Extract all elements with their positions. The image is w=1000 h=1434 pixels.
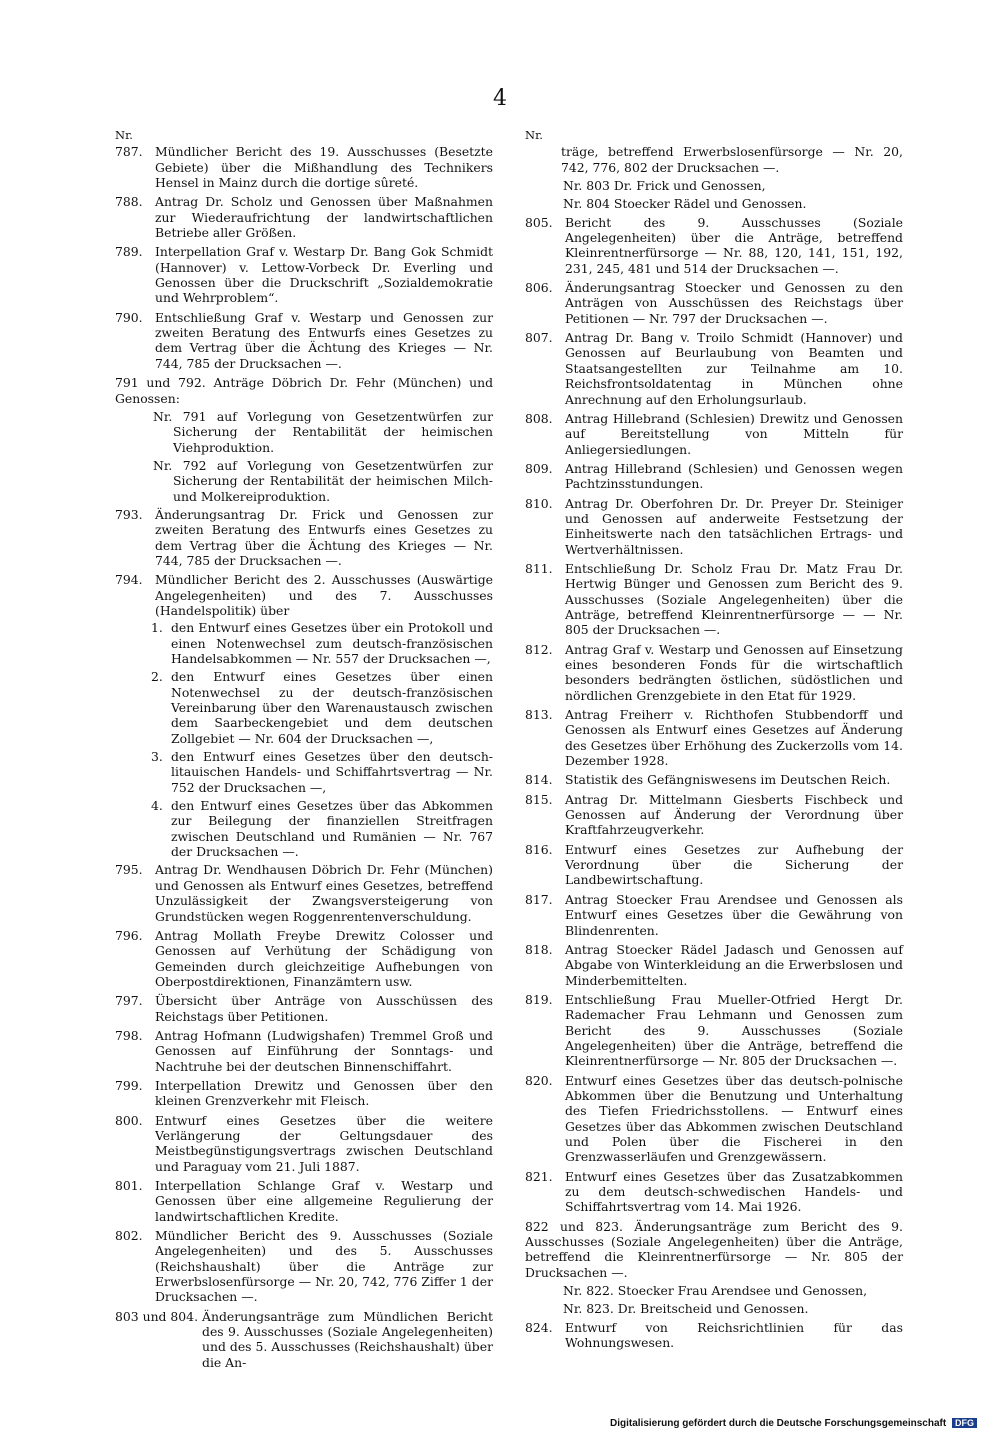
- entry-text: Entwurf eines Gesetzes über das Zusatzabkommen zu dem deutsch-schwedischen Handels- und Schiffahrtsvertrag vom 14. Mai 1926.: [565, 1168, 903, 1215]
- entry-794-item: [151, 620, 493, 666]
- entry-text: Antrag Graf v. Westarp und Genossen auf Einsetzung eines besonderen Fonds für die wirtschaftlich besonders bedrängten östlichen, südöstlichen und nördlichen Grenzgebiete in den Etat für 1929.: [565, 641, 903, 703]
- entry-794: [115, 572, 493, 618]
- entry-804-sub: Nr. 804 Stoecker Rädel und Genossen.: [563, 196, 807, 212]
- entry-819: [525, 992, 903, 1069]
- entry-number: 821.: [525, 1168, 553, 1184]
- entry-803-804: [115, 1309, 493, 1370]
- entry-number: 807.: [525, 330, 553, 346]
- dfg-logo: DFG: [952, 1418, 977, 1428]
- entry-number: 806.: [525, 280, 553, 296]
- entry-text: Antrag Hillebrand (Schlesien) Drewitz und Genossen auf Bereitstellung von Mitteln für Anliegersiedlungen.: [565, 410, 903, 457]
- entry-number: 812.: [525, 641, 553, 657]
- entry-number: 820.: [525, 1072, 553, 1088]
- entry-text: Antrag Dr. Oberfohren Dr. Dr. Preyer Dr. Steiniger und Genossen auf anderweite Festsetzung der Einheitswerte nach den tatsächlichen Ertrags- und Wertverhältnissen.: [565, 495, 903, 557]
- entry-788: [115, 194, 493, 240]
- entry-number: 824.: [525, 1319, 553, 1335]
- entry-817: [525, 892, 903, 938]
- page-number: 4: [493, 86, 507, 111]
- entry-text: Antrag Dr. Wendhausen Döbrich Dr. Fehr (München) und Genossen als Entwurf eines Gesetzes, betreffend Unzulässigkeit der Zwangsversteigerung von Grundstücken wegen Roggenrentenverschuldung.: [155, 862, 493, 924]
- entry-number: 797.: [115, 993, 143, 1009]
- entry-808: [525, 411, 903, 457]
- item-number: 3.: [151, 749, 163, 765]
- entry-text: Änderungsantrag Stoecker und Genossen zu den Anträgen von Ausschüssen des Reichstags über Petitionen — Nr. 797 der Drucksachen —.: [565, 280, 903, 326]
- entry-822-823-head: 822 und 823. Änderungsanträge zum Bericht des 9. Ausschusses (Soziale Angelegenheiten) über die Anträge, betreffend die Kleinrentnerfürsorge — Nr. 805 der Drucksachen —.: [525, 1218, 903, 1280]
- entry-text: Antrag Hofmann (Ludwigshafen) Tremmel Groß und Genossen auf Einführung der Sonntags- und Nachtruhe bei der deutschen Binnenschiffahrt.: [155, 1027, 493, 1074]
- entry-number: 788.: [115, 194, 143, 210]
- entry-text: Änderungsanträge zum Mündlichen Bericht des 9. Ausschusses (Soziale Angelegenheiten) und des 5. Ausschusses (Reichshaushalt) über die An-: [202, 1308, 493, 1370]
- entry-792-sub: Nr. 792 auf Vorlegung von Gesetzentwürfen zur Sicherung der Rentabilität der heimischen Milch- und Molkereiproduktion.: [153, 457, 493, 504]
- entry-821: [525, 1169, 903, 1215]
- entry-text: Bericht des 9. Ausschusses (Soziale Angelegenheiten) über die Anträge, betreffend Kleinrentnerfürsorge — Nr. 88, 120, 141, 151, 192, 231, 245, 481 und 514 der Drucksachen —.: [565, 214, 903, 276]
- entry-text: Mündlicher Bericht des 9. Ausschusses (Soziale Angelegenheiten) und des 5. Ausschusses (Reichshaushalt) über die Anträge zur Erwerbslosenfürsorge — Nr. 20, 742, 776 Ziffer 1 der Drucksachen —.: [155, 1228, 493, 1305]
- entry-790: [115, 310, 493, 371]
- entry-text: Übersicht über Anträge von Ausschüssen des Reichstags über Petitionen.: [155, 993, 493, 1024]
- entry-number: 810.: [525, 495, 553, 511]
- entry-823-sub: Nr. 823. Dr. Breitscheid und Genossen.: [563, 1301, 809, 1317]
- entry-797: [115, 993, 493, 1024]
- entry-number: 787.: [115, 144, 143, 160]
- entry-text: Antrag Hillebrand (Schlesien) und Genossen wegen Pachtzinsstundungen.: [565, 460, 903, 492]
- entry-794-item: [151, 749, 493, 795]
- entry-text: Antrag Dr. Bang v. Troilo Schmidt (Hannover) und Genossen auf Beurlaubung von Beamten und Staatsangestellten zur Teilnahme am 10. Reichsfrontsoldatentag in München ohne Anrechnung auf den Erholungsurlaub.: [565, 330, 903, 407]
- entry-text: Mündlicher Bericht des 2. Ausschusses (Auswärtige Angelegenheiten) und des 7. Ausschusses (Handelspolitik) über: [155, 572, 493, 618]
- entry-799: [115, 1078, 493, 1109]
- entry-816: [525, 842, 903, 888]
- entry-820: [525, 1073, 903, 1165]
- item-number: 1.: [151, 620, 163, 636]
- entry-806: [525, 280, 903, 326]
- nr-label: Nr.: [115, 128, 133, 142]
- entry-822-sub: Nr. 822. Stoecker Frau Arendsee und Genossen,: [563, 1283, 868, 1299]
- entry-814: [525, 772, 903, 787]
- entry-809: [525, 461, 903, 492]
- footer-text: Digitalisierung gefördert durch die Deutsche Forschungsgemeinschaft: [610, 1418, 947, 1429]
- entry-811: [525, 561, 903, 638]
- entry-number: 817.: [525, 891, 553, 907]
- entry-text: Entwurf eines Gesetzes zur Aufhebung der Verordnung über die Sicherung der Landbewirtschaftung.: [565, 841, 903, 888]
- entry-number: 803 und 804.: [115, 1308, 199, 1324]
- item-text: den Entwurf eines Gesetzes über ein Protokoll und einen Notenwechsel zum deutsch-französischen Handelsabkommen — Nr. 557 der Drucksachen —,: [171, 620, 493, 666]
- entry-791-sub: Nr. 791 auf Vorlegung von Gesetzentwürfen zur Sicherung der Rentabilität der heimischen Viehproduktion.: [153, 408, 493, 455]
- entry-803-804-continued: träge, betreffend Erwerbslosenfürsorge — Nr. 20, 742, 776, 802 der Drucksachen —.: [561, 144, 903, 175]
- entry-800: [115, 1113, 493, 1174]
- entry-number: 815.: [525, 791, 553, 807]
- entry-text: Interpellation Schlange Graf v. Westarp und Genossen über eine allgemeine Regulierung der landwirtschaftlichen Kredite.: [155, 1178, 493, 1224]
- entry-803-sub: Nr. 803 Dr. Frick und Genossen,: [563, 178, 766, 194]
- entry-number: 798.: [115, 1027, 143, 1043]
- entry-number: 790.: [115, 309, 143, 325]
- item-text: den Entwurf eines Gesetzes über das Abkommen zur Beilegung der finanziellen Streitfragen zwischen Deutschland und Rumänien — Nr. 767 der Drucksachen —.: [171, 798, 493, 860]
- entry-796: [115, 928, 493, 989]
- entry-798: [115, 1028, 493, 1074]
- entry-text: Interpellation Graf v. Westarp Dr. Bang Gok Schmidt (Hannover) v. Lettow-Vorbeck Dr. Everling und Genossen über die Druckschrift „Sozialdemokratie und Wehrproblem“.: [155, 244, 493, 306]
- entry-824: [525, 1320, 903, 1351]
- entry-791-792-head: 791 und 792. Anträge Döbrich Dr. Fehr (München) und Genossen:: [115, 375, 493, 406]
- entry-text: Änderungsantrag Dr. Frick und Genossen zur zweiten Beratung des Entwurfs eines Gesetzes zu dem Vertrag über die Ächtung des Krieges — Nr. 744, 785 der Drucksachen —.: [155, 506, 493, 568]
- item-number: 2.: [151, 669, 163, 685]
- entry-810: [525, 496, 903, 557]
- item-text: den Entwurf eines Gesetzes über den deutsch-litauischen Handels- und Schiffahrtsvertrag — Nr. 752 der Drucksachen —,: [171, 749, 493, 795]
- entry-text: Entschließung Frau Mueller-Otfried Hergt Dr. Rademacher Frau Lehmann und Genossen zum Bericht des 9. Ausschusses (Soziale Angelegenheiten) über die Anträge, betreffend die Kleinrentnerfürsorge — Nr. 805 der Drucksachen —.: [565, 991, 903, 1069]
- entry-794-item: [151, 669, 493, 746]
- entry-number: 814.: [525, 772, 553, 788]
- left-column: [115, 128, 493, 1374]
- entry-text: Statistik des Gefängniswesens im Deutschen Reich.: [565, 772, 891, 788]
- entry-number: 793.: [115, 506, 143, 522]
- entry-number: 808.: [525, 410, 553, 426]
- entry-number: 813.: [525, 707, 553, 723]
- item-number: 4.: [151, 798, 163, 814]
- entry-text: Entwurf eines Gesetzes über die weitere Verlängerung der Geltungsdauer des Meistbegünstigungsvertrags zwischen Deutschland und Paraguay vom 21. Juli 1887.: [155, 1112, 493, 1174]
- entry-text: Entwurf eines Gesetzes über das deutsch-polnische Abkommen über die Benutzung und Unterhaltung des Tiefen Friedrichsstollens. — Entwurf eines Gesetzes über das Abkommen zwischen Deutschland und Polen über die Fischerei in den Grenzwasserläufen und Grenzgewässern.: [565, 1072, 903, 1165]
- entry-number: 794.: [115, 572, 143, 588]
- entry-number: 805.: [525, 214, 553, 230]
- entry-text: Antrag Stoecker Frau Arendsee und Genossen als Entwurf eines Gesetzes über die Gewährung von Blindenrenten.: [565, 891, 903, 938]
- digitization-footer: [610, 1418, 977, 1429]
- entry-number: 795.: [115, 862, 143, 878]
- entry-text: Entwurf von Reichsrichtlinien für das Wohnungswesen.: [565, 1319, 903, 1351]
- entry-813: [525, 707, 903, 768]
- entry-number: 796.: [115, 927, 143, 943]
- entry-812: [525, 642, 903, 703]
- entry-number: 809.: [525, 460, 553, 476]
- entry-801: [115, 1178, 493, 1224]
- entry-number: 818.: [525, 941, 553, 957]
- entry-text: Entschließung Dr. Scholz Frau Dr. Matz Frau Dr. Hertwig Bünger und Genossen zum Bericht des 9. Ausschusses (Soziale Angelegenheiten) über die Anträge, betreffend Kleinrentnerfürsorge — — Nr. 805 der Drucksachen —.: [565, 560, 903, 638]
- entry-text: Antrag Mollath Freybe Drewitz Colosser und Genossen auf Verhütung der Schädigung von Gemeinden durch gleichzeitige Aufhebungen von Oberpostdirektionen, Finanzämtern usw.: [155, 927, 493, 989]
- entry-text: Antrag Dr. Mittelmann Giesberts Fischbeck und Genossen auf Änderung der Verordnung über Kraftfahrzeugverkehr.: [565, 791, 903, 838]
- entry-text: Interpellation Drewitz und Genossen über den kleinen Grenzverkehr mit Fleisch.: [155, 1077, 493, 1109]
- nr-label: Nr.: [525, 128, 543, 142]
- entry-802: [115, 1228, 493, 1305]
- entry-815: [525, 792, 903, 838]
- entry-number: 789.: [115, 244, 143, 260]
- entry-text: Antrag Dr. Scholz und Genossen über Maßnahmen zur Wiederaufrichtung der landwirtschaftlichen Betriebe aller Größen.: [155, 194, 493, 241]
- entry-805: [525, 215, 903, 276]
- entry-text: Mündlicher Bericht des 19. Ausschusses (Besetzte Gebiete) über die Mißhandlung des Technikers Hensel in Mainz durch die dortige sûreté.: [155, 144, 493, 191]
- entry-number: 801.: [115, 1178, 143, 1193]
- entry-807: [525, 330, 903, 407]
- entry-795: [115, 862, 493, 923]
- entry-number: 811.: [525, 560, 553, 576]
- entry-text: Antrag Freiherr v. Richthofen Stubbendorff und Genossen als Entwurf eines Gesetzes auf Änderung des Gesetzes über Erhöhung des Zuckerzolls vom 14. Dezember 1928.: [565, 707, 903, 769]
- entry-789: [115, 244, 493, 305]
- entry-number: 799.: [115, 1077, 143, 1093]
- entry-793: [115, 507, 493, 568]
- entry-text: Antrag Stoecker Rädel Jadasch und Genossen auf Abgabe von Winterkleidung an die Erwerbslosen und Minderbemittelten.: [565, 941, 903, 988]
- item-text: den Entwurf eines Gesetzes über einen Notenwechsel zu der deutsch-französischen Vereinbarung über den Warenaustausch zwischen dem Saarbeckengebiet und dem deutschen Zollgebiet — Nr. 604 der Drucksachen —,: [171, 669, 493, 746]
- entry-number: 802.: [115, 1228, 143, 1244]
- entry-number: 816.: [525, 841, 553, 857]
- entry-text: Entschließung Graf v. Westarp und Genossen zur zweiten Beratung des Entwurfs eines Gesetzes zu dem Vertrag über die Ächtung des Krieges — Nr. 744, 785 der Drucksachen —.: [155, 309, 493, 371]
- entry-number: 819.: [525, 991, 553, 1007]
- right-column: [525, 128, 903, 1354]
- entry-number: 800.: [115, 1112, 143, 1128]
- entry-818: [525, 942, 903, 988]
- entry-787: [115, 144, 493, 190]
- entry-794-item: [151, 798, 493, 859]
